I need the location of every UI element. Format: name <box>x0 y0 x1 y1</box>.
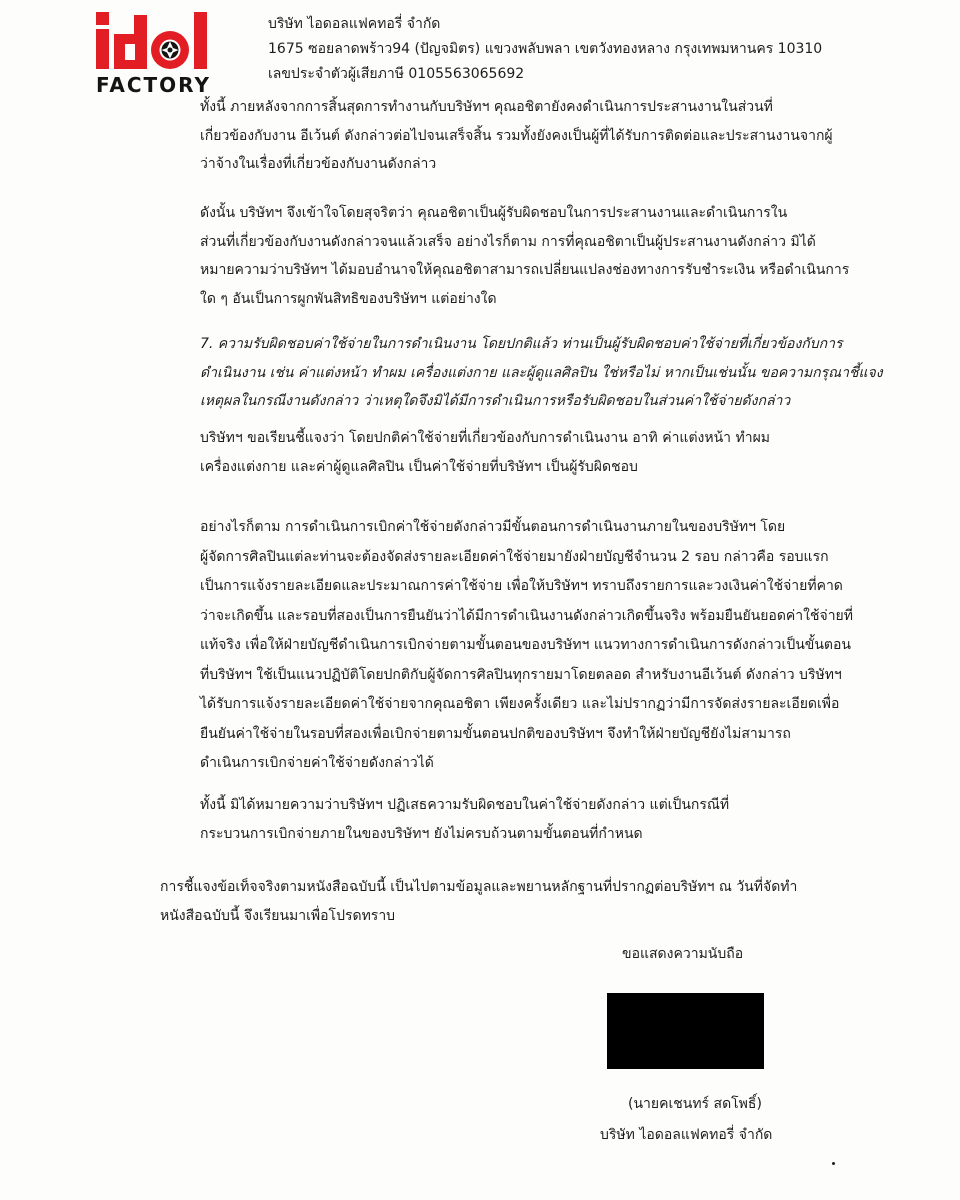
text-line: ดำเนินการเบิกจ่ายค่าใช้จ่ายดังกล่าวได้ <box>200 755 434 771</box>
text-line: ส่วนที่เกี่ยวข้องกับงานดังกล่าวจนแล้วเสร็จ อย่างไรก็ตาม การที่คุณอชิตาเป็นผู้ประสานงานดังกล่าว มิได้ <box>200 233 816 250</box>
company-logo <box>94 12 214 97</box>
text-line: เหตุผลในกรณีงานดังกล่าว ว่าเหตุใดจึงมิได้มีการดำเนินการหรือรับผิดชอบในส่วนค่าใช้จ่ายดังกล่าว <box>200 393 791 409</box>
letterhead <box>268 12 822 87</box>
text-line: ที่บริษัทฯ ใช้เป็นแนวปฏิบัติโดยปกติกับผู้จัดการศิลปินทุกรายมาโดยตลอด สำหรับงานอีเว้นต์ ดังกล่าว บริษัทฯ <box>200 666 842 683</box>
text-line: หมายความว่าบริษัทฯ ได้มอบอำนาจให้คุณอชิตาสามารถเปลี่ยนแปลงช่องทางการรับชำระเงิน หรือดำเนินการ <box>200 262 850 278</box>
text-line: 7. ความรับผิดชอบค่าใช้จ่ายในการดำเนินงาน โดยปกติแล้ว ท่านเป็นผู้รับผิดชอบค่าใช้จ่ายที่เกี่ยวข้องกับการ <box>200 336 843 352</box>
text-line: ทั้งนี้ มิได้หมายความว่าบริษัทฯ ปฏิเสธความรับผิดชอบในค่าใช้จ่ายดังกล่าว แต่เป็นกรณีที่ <box>200 797 730 813</box>
text-line: อย่างไรก็ตาม การดำเนินการเบิกค่าใช้จ่ายดังกล่าวมีขั้นตอนการดำเนินงานภายในของบริษัทฯ โดย <box>200 519 786 535</box>
text-line: เป็นการแจ้งรายละเอียดและประมาณการค่าใช้จ่าย เพื่อให้บริษัทฯ ทราบถึงรายการและวงเงินค่าใช้จ่ายที่คาด <box>200 578 843 594</box>
stray-mark <box>832 1162 835 1165</box>
text-line: กระบวนการเบิกจ่ายภายในของบริษัทฯ ยังไม่ครบถ้วนตามขั้นตอนที่กำหนด <box>200 825 643 842</box>
idol-wordmark-icon <box>94 12 214 70</box>
text-line: ดังนั้น บริษัทฯ จึงเข้าใจโดยสุจริตว่า คุณอชิตาเป็นผู้รับผิดชอบในการประสานงานและดำเนินการใน <box>200 205 788 221</box>
text-line: การชี้แจงข้อเท็จจริงตามหนังสือฉบับนี้ เป็นไปตามข้อมูลและพยานหลักฐานที่ปรากฏต่อบริษัทฯ ณ วันที่จัดทำ <box>160 879 798 895</box>
text-line: แท้จริง เพื่อให้ฝ่ายบัญชีดำเนินการเบิกจ่ายตามขั้นตอนของบริษัทฯ แนวทางการดำเนินการดังกล่าวเป็นขั้นตอน <box>200 637 851 653</box>
closing-salutation: ขอแสดงความนับถือ <box>622 946 744 962</box>
text-line: ดำเนินงาน เช่น ค่าแต่งหน้า ทำผม เครื่องแต่งกาย และผู้ดูแลศิลปิน ใช่หรือไม่ หากเป็นเช่นนั้น ขอความกรุณาชี้แจง <box>200 364 883 381</box>
tax-id: เลขประจำตัวผู้เสียภาษี 0105563065692 <box>268 66 525 82</box>
text-line: ทั้งนี้ ภายหลังจากการสิ้นสุดการทำงานกับบริษัทฯ คุณอชิตายังคงดำเนินการประสานงานในส่วนที่ <box>200 99 773 115</box>
text-line: เครื่องแต่งกาย และค่าผู้ดูแลศิลปิน เป็นค่าใช้จ่ายที่บริษัทฯ เป็นผู้รับผิดชอบ <box>200 458 638 475</box>
paragraph-coordination <box>200 93 833 179</box>
paragraph-reimbursement-process <box>200 513 853 779</box>
paragraph-authority <box>200 199 849 313</box>
text-line: เกี่ยวข้องกับงาน อีเว้นต์ ดังกล่าวต่อไปจนเสร็จสิ้น รวมทั้งยังคงเป็นผู้ที่ได้รับการติดต่อและประสานงานจากผู้ <box>200 127 833 144</box>
text-line: หนังสือฉบับนี้ จึงเรียนมาเพื่อโปรดทราบ <box>160 907 396 924</box>
paragraph-expense-responsibility <box>200 424 770 481</box>
signer-name: (นายคเชนทร์ สดโพธิ์) <box>628 1096 762 1112</box>
company-name: บริษัท ไอดอลแฟคทอรี่ จำกัด <box>268 16 441 32</box>
question-7 <box>200 330 883 416</box>
logo-subtext: FACTORY <box>96 73 211 97</box>
company-address: 1675 ซอยลาดพร้าว94 (ปัญจมิตร) แขวงพลับพลา เขตวังทองหลาง กรุงเทพมหานคร 10310 <box>268 41 823 57</box>
text-line: ใด ๆ อันเป็นการผูกพันสิทธิของบริษัทฯ แต่อย่างใด <box>200 290 497 307</box>
text-line: ผู้จัดการศิลปินแต่ละท่านจะต้องจัดส่งรายละเอียดค่าใช้จ่ายมายังฝ่ายบัญชีจำนวน 2 รอบ กล่าวคือ รอบแรก <box>200 548 829 565</box>
text-line: บริษัทฯ ขอเรียนชี้แจงว่า โดยปกติค่าใช้จ่ายที่เกี่ยวข้องกับการดำเนินงาน อาทิ ค่าแต่งหน้า ทำผม <box>200 430 771 446</box>
redacted-signature <box>607 993 764 1069</box>
text-line: ว่าจะเกิดขึ้น และรอบที่สองเป็นการยืนยันว่าได้มีการดำเนินงานดังกล่าวเกิดขึ้นจริง พร้อมยืนยันยอดค่าใช้จ่ายที่ <box>200 607 853 624</box>
text-line: ว่าจ้างในเรื่องที่เกี่ยวข้องกับงานดังกล่าว <box>200 156 437 172</box>
signer-company: บริษัท ไอดอลแฟคทอรี่ จำกัด <box>600 1127 773 1143</box>
text-line: ยืนยันค่าใช้จ่ายในรอบที่สองเพื่อเบิกจ่ายตามขั้นตอนปกติของบริษัทฯ จึงทำให้ฝ่ายบัญชียังไม่สามารถ <box>200 725 791 742</box>
paragraph-conclusion <box>160 873 797 930</box>
paragraph-not-denied <box>200 791 729 848</box>
text-line: ได้รับการแจ้งรายละเอียดค่าใช้จ่ายจากคุณอชิตา เพียงครั้งเดียว และไม่ปรากฏว่ามีการจัดส่งรายละเอียดเพื่อ <box>200 696 840 712</box>
